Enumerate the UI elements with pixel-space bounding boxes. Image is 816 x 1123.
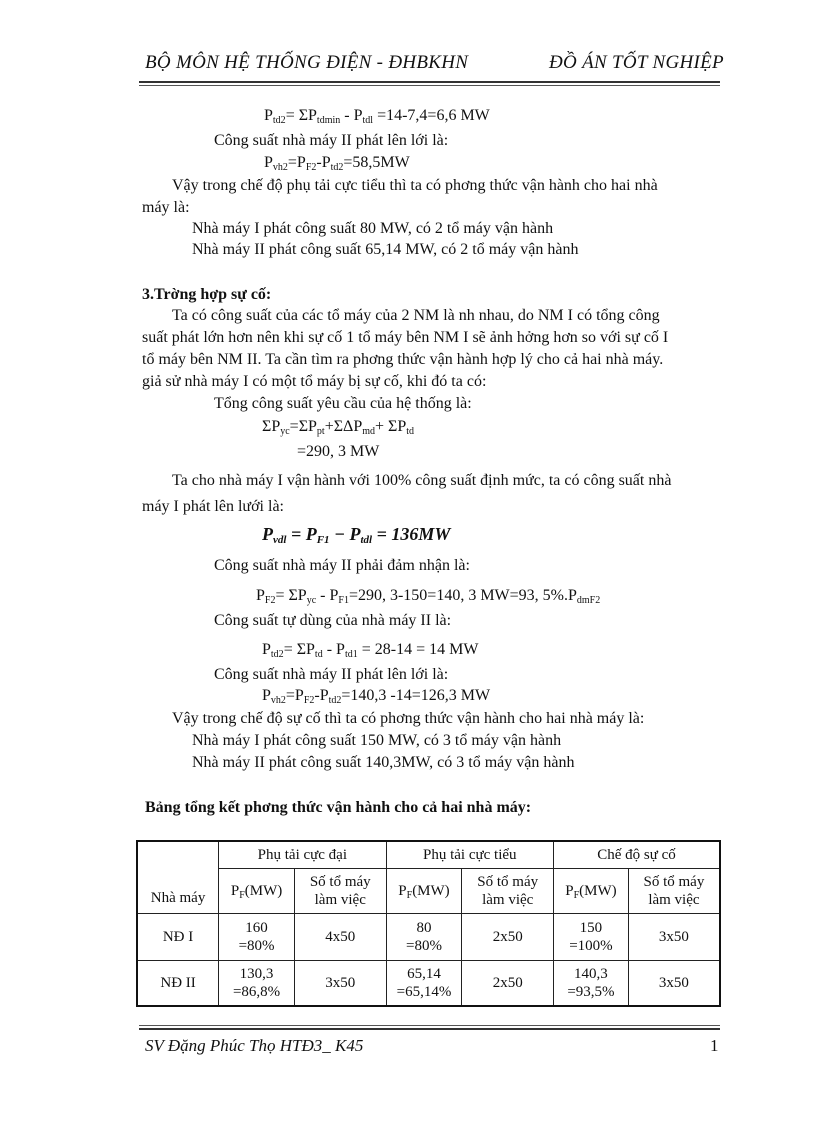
table-header-units: Số tổ máy làm việc: [628, 869, 720, 914]
table-header-units: Số tổ máy làm việc: [462, 869, 554, 914]
page-number: 1: [710, 1036, 719, 1055]
text-line: suất phát lớn hơn nên khi sự cố 1 tổ máy bên NM I sẽ ảnh hởng hơn so với sự cố I: [142, 329, 669, 346]
table-cell: 130,3 =86,8%: [219, 961, 295, 1007]
text-line: Công suất tự dùng của nhà máy II là:: [214, 612, 452, 629]
footer-rule: [139, 1028, 720, 1030]
table-row: [137, 914, 720, 961]
text-line: Tổng công suất yêu cầu của hệ thống là:: [214, 395, 472, 412]
table-header-group: Chế độ sự cố: [554, 841, 721, 869]
table-cell: 3x50: [628, 914, 720, 961]
table-title: Bảng tổng kết phơng thức vận hành cho cả hai nhà máy:: [145, 799, 532, 816]
table-cell: 150 =100%: [554, 914, 629, 961]
header-left: BỘ MÔN HỆ THỐNG ĐIỆN - ĐHBKHN: [145, 52, 469, 73]
table-header-pf: $P_F(MW)$: [554, 869, 629, 914]
table-cell-plant: NĐ I: [137, 914, 219, 961]
text-line: giả sử nhà máy I có một tổ máy bị sự cố, khi đó ta có:: [142, 373, 487, 390]
header-right: ĐỒ ÁN TỐT NGHIỆP: [549, 52, 724, 73]
table-header-group: Phụ tải cực đại: [219, 841, 386, 869]
table-row: [137, 961, 720, 1007]
text-line: Vậy trong chế độ sự cố thì ta có phơng thức vận hành cho hai nhà máy là:: [172, 710, 645, 727]
text-line: Vậy trong chế độ phụ tải cực tiểu thì ta có phơng thức vận hành cho hai nhà: [172, 177, 658, 194]
summary-table: [136, 840, 721, 1007]
equation-pvdl: $P_{vdl} = P_{F1} - P_{tdl} = 136MW$: [262, 524, 451, 546]
table-header-plant: Nhà máy: [137, 841, 219, 914]
text-line: Nhà máy I phát công suất 80 MW, có 2 tổ máy vận hành: [192, 220, 554, 237]
text-line: Ta cho nhà máy I vận hành với 100% công suất định mức, ta có công suất nhà: [172, 472, 672, 489]
table-cell: 80 =80%: [386, 914, 462, 961]
footer-rule-thin: [139, 1025, 720, 1026]
table-header-pf: $P_F(MW)$: [386, 869, 462, 914]
equation-result: =290, 3 MW: [297, 443, 380, 460]
text-line: Ta có công suất của các tổ máy của 2 NM là nh nhau, do NM I có tổng công: [172, 307, 660, 324]
equation-pvh2: $P_{vh2}=P_{F2}-P_{td2}=58,5MW$: [264, 154, 410, 173]
equation-pvh2-fault: $P_{vh2}=P_{F2}-P_{td2}=140,3$ -14=126,3 MW: [262, 687, 491, 706]
section-title: 3.Trờng hợp sự cố:: [142, 286, 272, 303]
text-line: máy là:: [142, 199, 190, 216]
text-line: Công suất nhà máy II phát lên lới là:: [214, 132, 449, 149]
equation-ptd2-fault: $P_{td2}= \Sigma P_{td} - P_{td1} = 28-14 = 14$ MW: [262, 641, 479, 660]
table-cell: 160 =80%: [219, 914, 295, 961]
table-cell: 3x50: [628, 961, 720, 1007]
header-rule: [139, 81, 720, 83]
table-cell: 140,3 =93,5%: [554, 961, 629, 1007]
text-line: Nhà máy I phát công suất 150 MW, có 3 tổ máy vận hành: [192, 732, 562, 749]
equation-pyc: $\Sigma P_{yc}=\Sigma P_{pt}+\Sigma\Delta P_{md}+ \Sigma P_{td}$: [262, 418, 415, 437]
table-cell-plant: NĐ II: [137, 961, 219, 1007]
text-line: Nhà máy II phát công suất 140,3MW, có 3 tổ máy vận hành: [192, 754, 575, 771]
footer-author: SV Đặng Phúc Thọ HTĐ3_ K45: [145, 1036, 364, 1055]
table-cell: 3x50: [294, 961, 386, 1007]
table-cell: 4x50: [294, 914, 386, 961]
table-cell: 2x50: [462, 961, 554, 1007]
text-line: Nhà máy II phát công suất 65,14 MW, có 2 tổ máy vận hành: [192, 241, 579, 258]
equation-ptd2: $P_{td2}= \Sigma P_{tdmin} - P_{tdl} =14-7,4=6,6$ MW: [264, 107, 490, 126]
text-line: máy I phát lên lưới là:: [142, 498, 284, 515]
table-cell: 2x50: [462, 914, 554, 961]
table-header-units: Số tổ máy làm việc: [294, 869, 386, 914]
header-rule-thin: [139, 85, 720, 86]
text-line: Công suất nhà máy II phát lên lới là:: [214, 666, 449, 683]
text-line: Công suất nhà máy II phải đảm nhận là:: [214, 557, 470, 574]
equation-pf2: $P_{F2}= \Sigma P_{yc} - P_{F1}=290$, 3-150=140, 3 MW=93, $5\%.P_{dmF2}$: [256, 587, 601, 606]
table-cell: 65,14 =65,14%: [386, 961, 462, 1007]
text-line: tổ máy bên NM II. Ta cần tìm ra phơng thức vận hành hợp lý cho cả hai nhà máy.: [142, 351, 664, 368]
table-header-pf: $P_F(MW)$: [219, 869, 295, 914]
table-header-group: Phụ tải cực tiểu: [386, 841, 553, 869]
